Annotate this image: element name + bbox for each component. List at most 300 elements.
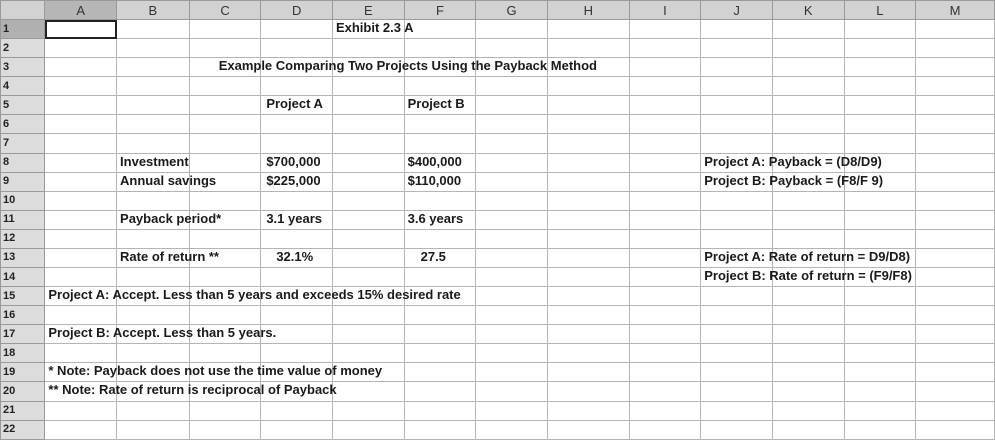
column-header-L[interactable]: L: [844, 1, 916, 20]
cell[interactable]: [476, 115, 548, 134]
column-header-C[interactable]: C: [189, 1, 261, 20]
cell[interactable]: [701, 20, 773, 39]
cell[interactable]: [772, 325, 844, 344]
cell[interactable]: [117, 344, 190, 363]
cell[interactable]: [476, 77, 548, 96]
cell[interactable]: [916, 287, 995, 306]
cell[interactable]: [45, 306, 117, 325]
cell[interactable]: [916, 210, 995, 229]
cell[interactable]: [844, 401, 916, 420]
select-all-corner[interactable]: [1, 1, 45, 20]
cell[interactable]: [547, 153, 629, 172]
cell[interactable]: [916, 191, 995, 210]
cell[interactable]: [45, 96, 117, 115]
cell[interactable]: [332, 96, 404, 115]
cell[interactable]: [45, 229, 117, 248]
cell-A19[interactable]: [45, 363, 383, 382]
cell[interactable]: [916, 420, 995, 439]
cell[interactable]: [844, 229, 916, 248]
row-header-18[interactable]: 18: [1, 344, 45, 363]
cell[interactable]: [844, 363, 916, 382]
cell[interactable]: [332, 39, 404, 58]
cell[interactable]: [404, 77, 476, 96]
cell[interactable]: [772, 115, 844, 134]
cell[interactable]: [547, 20, 629, 39]
cell[interactable]: [916, 20, 995, 39]
row-header-20[interactable]: 20: [1, 382, 45, 401]
cell[interactable]: [332, 306, 404, 325]
row-header-9[interactable]: 9: [1, 172, 45, 191]
cell[interactable]: [547, 420, 629, 439]
cell[interactable]: [547, 191, 629, 210]
row-header-22[interactable]: 22: [1, 420, 45, 439]
cell[interactable]: [476, 382, 548, 401]
cell[interactable]: [844, 344, 916, 363]
cell[interactable]: [916, 153, 995, 172]
cell[interactable]: [117, 115, 190, 134]
cell[interactable]: [629, 287, 701, 306]
cell[interactable]: [117, 306, 190, 325]
cell[interactable]: [404, 39, 476, 58]
cell[interactable]: [189, 20, 261, 39]
cell[interactable]: [261, 134, 333, 153]
column-header-A[interactable]: A: [45, 1, 117, 20]
column-header-I[interactable]: I: [629, 1, 701, 20]
cell[interactable]: [629, 153, 701, 172]
cell[interactable]: [701, 363, 773, 382]
cell-J8[interactable]: [701, 153, 882, 172]
cell[interactable]: [261, 77, 333, 96]
cell[interactable]: [629, 306, 701, 325]
cell[interactable]: [916, 363, 995, 382]
cell[interactable]: [117, 420, 190, 439]
cell[interactable]: [844, 210, 916, 229]
cell[interactable]: [916, 39, 995, 58]
cell[interactable]: [772, 134, 844, 153]
cell[interactable]: [844, 96, 916, 115]
column-header-row: [1, 1, 995, 20]
cell[interactable]: [476, 134, 548, 153]
cell[interactable]: [261, 268, 333, 287]
cell[interactable]: [629, 39, 701, 58]
savings-b: $110,000: [407, 172, 462, 188]
cell[interactable]: [701, 96, 773, 115]
cell[interactable]: [332, 210, 404, 229]
cell-A20[interactable]: [45, 382, 337, 401]
cell[interactable]: [701, 325, 773, 344]
cell[interactable]: [629, 172, 701, 191]
cell[interactable]: [332, 382, 404, 401]
column-header-J[interactable]: J: [701, 1, 773, 20]
cell[interactable]: [547, 325, 629, 344]
cell[interactable]: [476, 363, 548, 382]
cell[interactable]: [772, 77, 844, 96]
cell[interactable]: [547, 172, 629, 191]
cell[interactable]: [772, 420, 844, 439]
row-header-12[interactable]: 12: [1, 229, 45, 248]
cell[interactable]: [547, 287, 629, 306]
cell-B13[interactable]: [117, 248, 219, 267]
cell[interactable]: [844, 287, 916, 306]
cell[interactable]: [45, 134, 117, 153]
cell[interactable]: [772, 210, 844, 229]
cell[interactable]: [629, 268, 701, 287]
cell-A15[interactable]: [45, 287, 461, 306]
cell[interactable]: [772, 401, 844, 420]
cell[interactable]: [772, 344, 844, 363]
cell[interactable]: [701, 420, 773, 439]
cell[interactable]: [189, 39, 261, 58]
cell[interactable]: [916, 115, 995, 134]
cell-D5[interactable]: [261, 96, 333, 115]
cell[interactable]: [332, 229, 404, 248]
cell[interactable]: [117, 268, 190, 287]
cell[interactable]: [629, 382, 701, 401]
cell[interactable]: [701, 77, 773, 96]
cell[interactable]: [916, 344, 995, 363]
cell[interactable]: [117, 134, 190, 153]
cell[interactable]: [45, 401, 117, 420]
row-header-2[interactable]: 2: [1, 39, 45, 58]
cell[interactable]: [844, 77, 916, 96]
cell[interactable]: [117, 20, 190, 39]
cell[interactable]: [916, 58, 995, 77]
cell-D11[interactable]: [261, 210, 333, 229]
ror-label: Rate of return **: [120, 248, 219, 264]
cell[interactable]: [45, 115, 117, 134]
cell[interactable]: [189, 191, 261, 210]
cell[interactable]: [117, 191, 190, 210]
cell[interactable]: [701, 191, 773, 210]
cell[interactable]: [476, 344, 548, 363]
cell[interactable]: [189, 134, 261, 153]
cell[interactable]: [404, 420, 476, 439]
cell[interactable]: [772, 382, 844, 401]
cell[interactable]: [547, 363, 629, 382]
cell[interactable]: [629, 96, 701, 115]
cell[interactable]: [844, 115, 916, 134]
cell[interactable]: [916, 96, 995, 115]
cell[interactable]: [332, 172, 404, 191]
cell[interactable]: [916, 306, 995, 325]
sheet-row-8: [1, 153, 995, 172]
cell[interactable]: [772, 191, 844, 210]
row-header-7[interactable]: 7: [1, 134, 45, 153]
cell[interactable]: [547, 344, 629, 363]
cell[interactable]: [404, 191, 476, 210]
cell[interactable]: [45, 191, 117, 210]
cell[interactable]: [629, 77, 701, 96]
cell[interactable]: [261, 39, 333, 58]
cell[interactable]: [117, 77, 190, 96]
row-header-13[interactable]: 13: [1, 248, 45, 267]
cell[interactable]: [844, 382, 916, 401]
cell[interactable]: [701, 134, 773, 153]
cell[interactable]: [404, 363, 476, 382]
cell[interactable]: [261, 420, 333, 439]
cell[interactable]: [547, 39, 629, 58]
sheet-row-20: [1, 382, 995, 401]
cell[interactable]: [45, 172, 117, 191]
cell[interactable]: [476, 306, 548, 325]
cell[interactable]: [916, 134, 995, 153]
cell[interactable]: [45, 153, 117, 172]
row-header-14[interactable]: 14: [1, 268, 45, 287]
column-header-F[interactable]: F: [404, 1, 476, 20]
row-header-6[interactable]: 6: [1, 115, 45, 134]
cell[interactable]: [629, 210, 701, 229]
cell[interactable]: [404, 229, 476, 248]
cell[interactable]: [916, 325, 995, 344]
cell[interactable]: [404, 134, 476, 153]
cell[interactable]: [189, 229, 261, 248]
cell[interactable]: [261, 20, 333, 39]
cell[interactable]: [332, 115, 404, 134]
cell[interactable]: [45, 210, 117, 229]
cell[interactable]: [701, 306, 773, 325]
cell-A1-selected[interactable]: [45, 20, 117, 39]
cell[interactable]: [629, 229, 701, 248]
cell[interactable]: [117, 39, 190, 58]
cell[interactable]: [701, 58, 773, 77]
cell[interactable]: [189, 96, 261, 115]
cell[interactable]: [701, 229, 773, 248]
cell[interactable]: [476, 20, 548, 39]
cell-F11[interactable]: [404, 210, 476, 229]
cell-C3[interactable]: [189, 58, 597, 77]
cell[interactable]: [916, 77, 995, 96]
cell[interactable]: [404, 20, 476, 39]
cell[interactable]: [701, 210, 773, 229]
cell[interactable]: [844, 306, 916, 325]
cell[interactable]: [629, 325, 701, 344]
cell-E1[interactable]: [332, 20, 414, 39]
row-header-15[interactable]: 15: [1, 287, 45, 306]
cell-J14[interactable]: [701, 268, 912, 287]
cell[interactable]: [476, 96, 548, 115]
cell[interactable]: [189, 268, 261, 287]
cell-F13[interactable]: [404, 248, 476, 267]
cell[interactable]: [332, 134, 404, 153]
cell[interactable]: [189, 153, 261, 172]
row-header-3[interactable]: 3: [1, 58, 45, 77]
cell[interactable]: [476, 287, 548, 306]
cell[interactable]: [916, 248, 995, 267]
cell[interactable]: [332, 325, 404, 344]
row-header-16[interactable]: 16: [1, 306, 45, 325]
column-header-D[interactable]: D: [261, 1, 333, 20]
row-header-17[interactable]: 17: [1, 325, 45, 344]
cell[interactable]: [189, 344, 261, 363]
cell[interactable]: [547, 382, 629, 401]
cell[interactable]: [844, 191, 916, 210]
cell-D9[interactable]: [261, 172, 333, 191]
cell[interactable]: [117, 401, 190, 420]
row-header-4[interactable]: 4: [1, 77, 45, 96]
cell[interactable]: [332, 344, 404, 363]
cell[interactable]: [45, 248, 117, 267]
cell-J13[interactable]: [701, 248, 911, 267]
cell-B11[interactable]: [117, 210, 222, 229]
column-header-K[interactable]: K: [772, 1, 844, 20]
cell[interactable]: [629, 344, 701, 363]
column-header-G[interactable]: G: [476, 1, 548, 20]
sheet-row-5: [1, 96, 995, 115]
cell[interactable]: [476, 248, 548, 267]
cell[interactable]: [45, 268, 117, 287]
cell[interactable]: [332, 420, 404, 439]
cell[interactable]: [45, 58, 117, 77]
cell[interactable]: [701, 401, 773, 420]
cell[interactable]: [261, 115, 333, 134]
cell-F8[interactable]: [404, 153, 476, 172]
cell[interactable]: [404, 401, 476, 420]
cell[interactable]: [629, 420, 701, 439]
cell[interactable]: [701, 344, 773, 363]
cell[interactable]: [629, 363, 701, 382]
cell[interactable]: [476, 229, 548, 248]
row-header-1[interactable]: 1: [1, 20, 45, 39]
column-header-H[interactable]: H: [547, 1, 629, 20]
cell[interactable]: [547, 401, 629, 420]
cell[interactable]: [629, 401, 701, 420]
cell[interactable]: [476, 268, 548, 287]
cell[interactable]: [261, 229, 333, 248]
cell[interactable]: [547, 96, 629, 115]
cell[interactable]: [332, 191, 404, 210]
cell-B8[interactable]: [117, 153, 190, 172]
cell[interactable]: [701, 39, 773, 58]
cell[interactable]: [629, 248, 701, 267]
cell[interactable]: [701, 115, 773, 134]
cell[interactable]: [117, 58, 190, 77]
cell[interactable]: [547, 134, 629, 153]
cell[interactable]: [844, 39, 916, 58]
cell[interactable]: [844, 58, 916, 77]
cell[interactable]: [476, 210, 548, 229]
cell[interactable]: [476, 153, 548, 172]
cell[interactable]: [332, 248, 404, 267]
cell[interactable]: [45, 39, 117, 58]
cell[interactable]: [404, 382, 476, 401]
row-header-5[interactable]: 5: [1, 96, 45, 115]
cell[interactable]: [261, 401, 333, 420]
column-header-E[interactable]: E: [332, 1, 404, 20]
cell[interactable]: [189, 115, 261, 134]
cell[interactable]: [476, 401, 548, 420]
cell[interactable]: [117, 96, 190, 115]
column-header-B[interactable]: B: [117, 1, 190, 20]
cell[interactable]: [332, 153, 404, 172]
cell[interactable]: [332, 268, 404, 287]
cell[interactable]: [772, 39, 844, 58]
cell[interactable]: [629, 134, 701, 153]
cell[interactable]: [844, 134, 916, 153]
cell[interactable]: [844, 420, 916, 439]
cell[interactable]: [45, 344, 117, 363]
cell[interactable]: [844, 20, 916, 39]
cell[interactable]: [772, 229, 844, 248]
cell[interactable]: [404, 268, 476, 287]
cell[interactable]: [476, 420, 548, 439]
cell[interactable]: [547, 210, 629, 229]
cell[interactable]: [916, 229, 995, 248]
sheet-row-16: [1, 306, 995, 325]
cell-F5[interactable]: [404, 96, 476, 115]
cell[interactable]: [45, 77, 117, 96]
cell[interactable]: [547, 77, 629, 96]
row-header-21[interactable]: 21: [1, 401, 45, 420]
cell-D8[interactable]: [261, 153, 333, 172]
cell[interactable]: [844, 325, 916, 344]
cell[interactable]: [547, 229, 629, 248]
cell[interactable]: [189, 306, 261, 325]
cell[interactable]: [916, 268, 995, 287]
cell-B9[interactable]: [117, 172, 217, 191]
cell[interactable]: [916, 382, 995, 401]
cell[interactable]: [404, 325, 476, 344]
cell[interactable]: [476, 191, 548, 210]
cell[interactable]: [772, 287, 844, 306]
column-header-M[interactable]: M: [916, 1, 995, 20]
cell[interactable]: [261, 344, 333, 363]
cell[interactable]: [547, 268, 629, 287]
cell[interactable]: [772, 306, 844, 325]
payback-a: 3.1 years: [266, 210, 322, 226]
cell[interactable]: [261, 306, 333, 325]
cell[interactable]: [916, 172, 995, 191]
cell[interactable]: [332, 77, 404, 96]
cell[interactable]: [629, 20, 701, 39]
cell[interactable]: [45, 420, 117, 439]
cell[interactable]: [261, 191, 333, 210]
row-header-11[interactable]: 11: [1, 210, 45, 229]
cell[interactable]: [772, 20, 844, 39]
cell[interactable]: [547, 115, 629, 134]
row-header-19[interactable]: 19: [1, 363, 45, 382]
cell-A17[interactable]: [45, 325, 277, 344]
cell[interactable]: [916, 401, 995, 420]
cell[interactable]: [629, 58, 701, 77]
row-header-10[interactable]: 10: [1, 191, 45, 210]
cell[interactable]: [476, 39, 548, 58]
cell[interactable]: [404, 344, 476, 363]
cell[interactable]: [629, 191, 701, 210]
cell[interactable]: [547, 306, 629, 325]
cell[interactable]: [772, 96, 844, 115]
cell[interactable]: [189, 401, 261, 420]
cell[interactable]: [772, 58, 844, 77]
cell[interactable]: [117, 229, 190, 248]
cell[interactable]: [701, 382, 773, 401]
cell[interactable]: [404, 306, 476, 325]
cell[interactable]: [701, 287, 773, 306]
cell[interactable]: [189, 77, 261, 96]
row-header-8[interactable]: 8: [1, 153, 45, 172]
cell-F9[interactable]: [404, 172, 476, 191]
cell[interactable]: [332, 401, 404, 420]
cell-D13[interactable]: [261, 248, 333, 267]
cell[interactable]: [629, 115, 701, 134]
cell[interactable]: [772, 363, 844, 382]
cell[interactable]: [476, 325, 548, 344]
investment-a: $700,000: [266, 153, 321, 169]
cell[interactable]: [476, 172, 548, 191]
cell[interactable]: [547, 248, 629, 267]
cell[interactable]: [189, 420, 261, 439]
cell-J9[interactable]: [701, 172, 884, 191]
cell[interactable]: [404, 115, 476, 134]
